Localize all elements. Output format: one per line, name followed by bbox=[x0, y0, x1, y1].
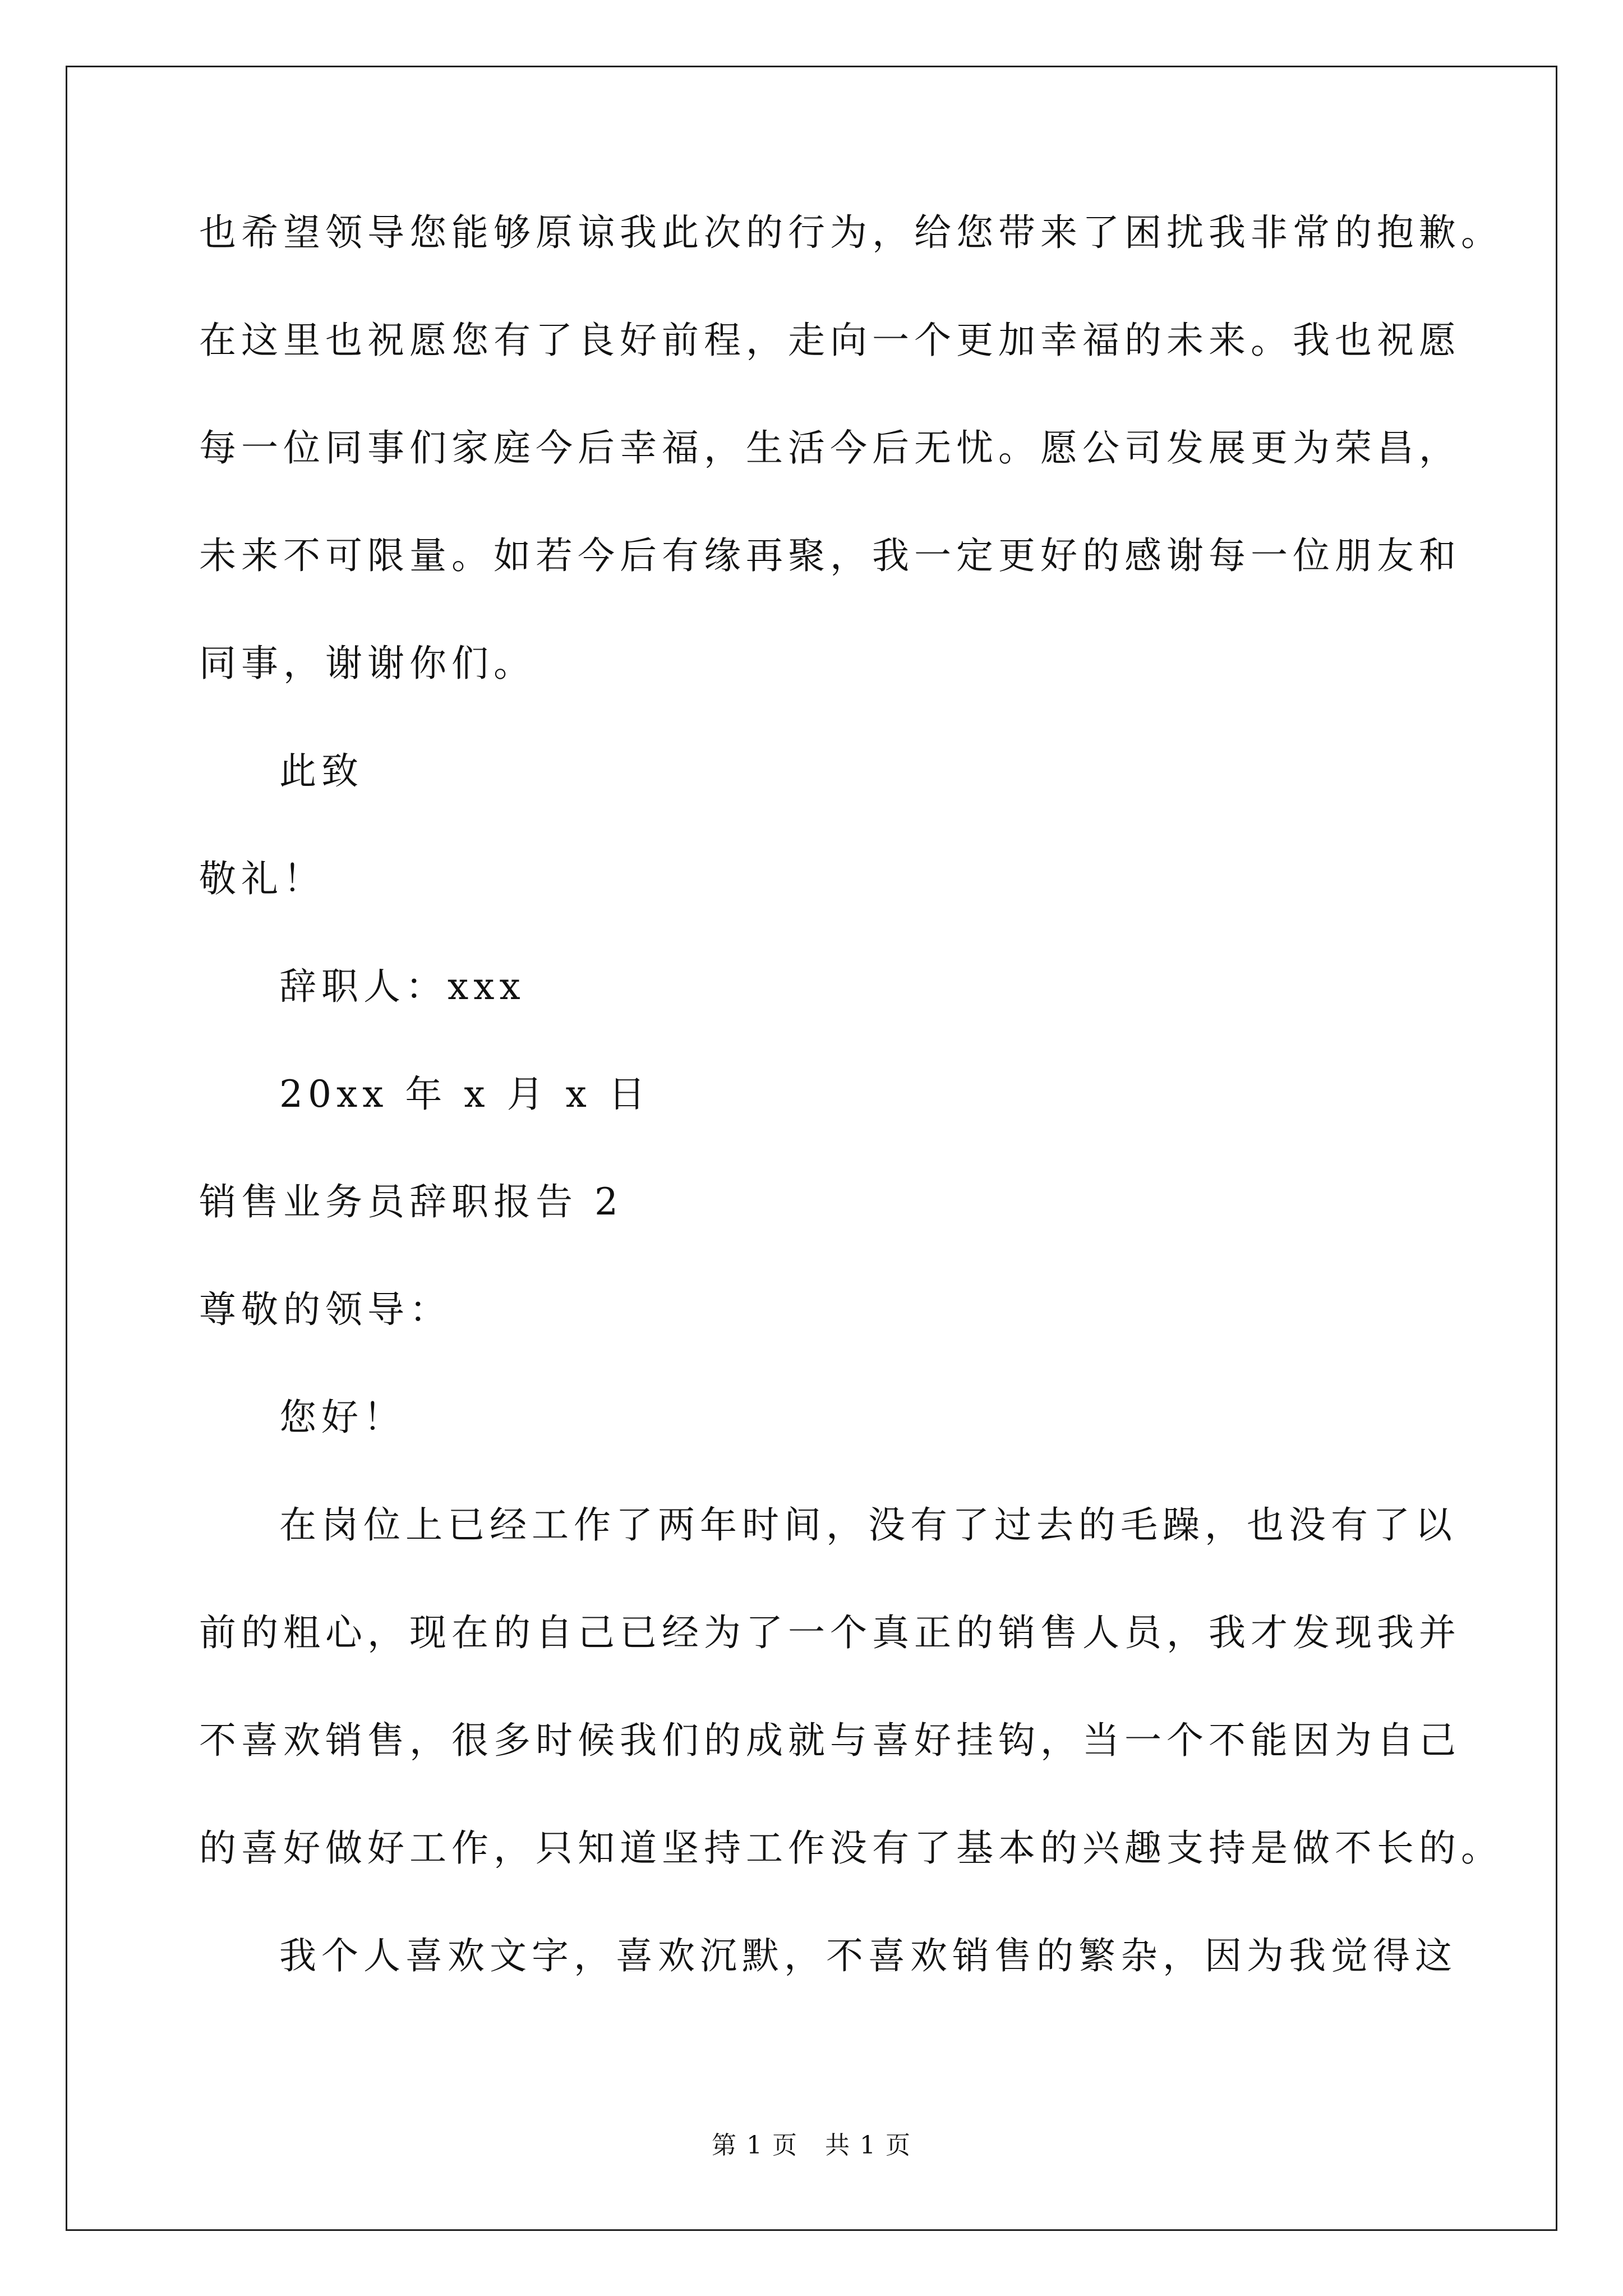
text-line: 未来不可限量。如若今后有缘再聚，我一定更好的感谢每一位朋友和 bbox=[199, 534, 1461, 577]
date-line: 20xx 年 x 月 x 日 bbox=[279, 1073, 651, 1116]
closing-salutation: 此致 bbox=[279, 749, 363, 793]
section-title: 销售业务员辞职报告 2 bbox=[199, 1180, 623, 1223]
signatory: 辞职人：xxx bbox=[279, 965, 525, 1008]
greeting-hello: 您好！ bbox=[279, 1396, 405, 1439]
text-line: 不喜欢销售，很多时候我们的成就与喜好挂钩，当一个不能因为自己 bbox=[199, 1719, 1461, 1762]
page-number: 第 1 页 bbox=[712, 2131, 799, 2160]
closing-regards: 敬礼！ bbox=[199, 857, 325, 900]
text-line: 在岗位上已经工作了两年时间，没有了过去的毛躁，也没有了以 bbox=[279, 1503, 1457, 1547]
text-line: 同事，谢谢你们。 bbox=[199, 642, 536, 685]
greeting: 尊敬的领导： bbox=[199, 1288, 451, 1331]
footer-spacer bbox=[798, 2131, 825, 2160]
text-line: 前的粗心，现在的自己已经为了一个真正的销售人员，我才发现我并 bbox=[199, 1611, 1461, 1654]
page-footer bbox=[0, 2129, 1623, 2162]
text-line: 每一位同事们家庭今后幸福，生活今后无忧。愿公司发展更为荣昌， bbox=[199, 426, 1461, 470]
text-line: 也希望领导您能够原谅我此次的行为，给您带来了困扰我非常的抱歉。 bbox=[199, 211, 1503, 254]
text-line: 我个人喜欢文字，喜欢沉默，不喜欢销售的繁杂，因为我觉得这 bbox=[279, 1934, 1457, 1977]
text-line: 的喜好做好工作，只知道坚持工作没有了基本的兴趣支持是做不长的。 bbox=[199, 1826, 1503, 1870]
text-line: 在这里也祝愿您有了良好前程，走向一个更加幸福的未来。我也祝愿 bbox=[199, 319, 1461, 362]
page-total: 共 1 页 bbox=[824, 2131, 911, 2160]
